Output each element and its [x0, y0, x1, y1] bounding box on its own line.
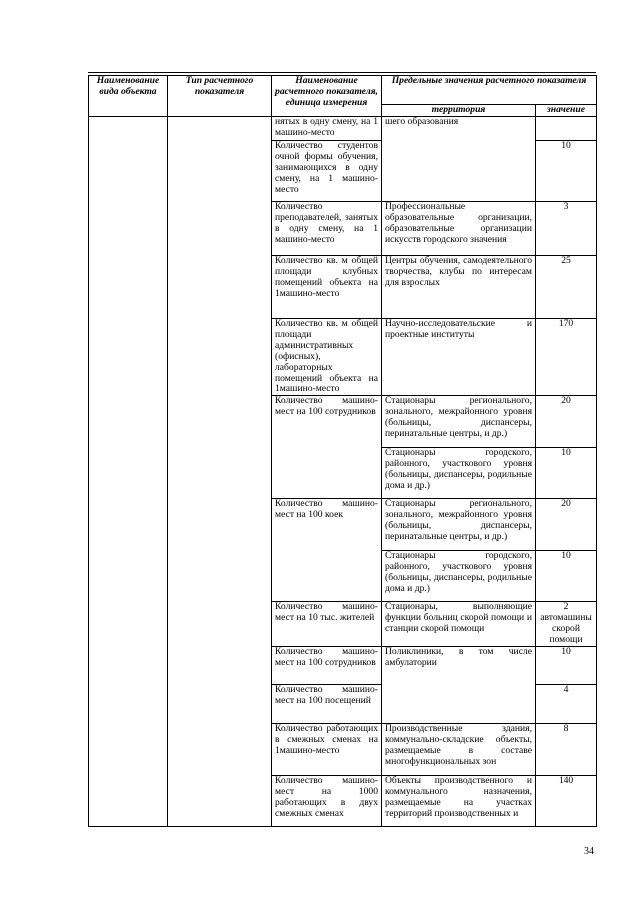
- top-rule: [88, 72, 596, 73]
- indicator-cell: Количество работающих в смежных сменах на 1машино-место: [272, 723, 382, 775]
- value-cell: 2 автомашины скорой помощи: [536, 602, 597, 647]
- territory-cell: Профессиональные образовательные организации, образовательные организации искусств городского значения: [382, 202, 536, 256]
- indicator-cell: Количество машино-мест на 100 сотрудников: [272, 396, 382, 499]
- value-cell: 8: [536, 723, 597, 775]
- value-cell: 170: [536, 319, 597, 396]
- territory-cell: Производственные здания, коммунально-складские объекты, размещаемые в составе многофункциональных зон: [382, 723, 536, 775]
- value-cell: 3: [536, 202, 597, 256]
- header-value: значение: [536, 105, 597, 117]
- header-territory: территория: [382, 105, 536, 117]
- value-cell: 10: [536, 141, 597, 202]
- indicator-type-cell: [168, 117, 272, 827]
- territory-cell: шего образования: [382, 117, 536, 202]
- value-cell: 25: [536, 256, 597, 319]
- parking-norms-table: [88, 75, 597, 827]
- territory-cell: Центры обучения, самодеятельного творчества, клубы по интересам для взрослых: [382, 256, 536, 319]
- page-number: 34: [584, 846, 594, 857]
- indicator-cell: Количество машино-мест на 100 коек: [272, 499, 382, 602]
- value-cell: 20: [536, 396, 597, 448]
- indicator-cell: Количество машино-мест на 1000 работающих в двух смежных сменах: [272, 775, 382, 826]
- value-cell: 10: [536, 551, 597, 602]
- territory-cell: Стационары регионального, зонального, межрайонного уровня (больницы, диспансеры, перинатальные центры, и др.): [382, 396, 536, 448]
- indicator-cell: Количество кв. м общей площади административных (офисных), лабораторных помещений объекта на 1машино-место: [272, 319, 382, 396]
- indicator-cell: Количество преподавателей, занятых в одну смену, на 1 машино-место: [272, 202, 382, 256]
- indicator-cell: нятых в одну смену, на 1 машино-место: [272, 117, 382, 141]
- value-cell: 10: [536, 646, 597, 684]
- value-cell: 10: [536, 448, 597, 499]
- territory-cell: Стационары регионального, зонального, межрайонного уровня (больницы, диспансеры, перинатальные центры, и др.): [382, 499, 536, 551]
- indicator-cell: Количество машино-мест на 100 сотрудников: [272, 646, 382, 684]
- object-type-cell: [89, 117, 168, 827]
- indicator-cell: Количество студентов очной формы обучения, занимающихся в одну смену, на 1 машино-место: [272, 141, 382, 202]
- territory-cell: Поликлиники, в том числе амбулатории: [382, 646, 536, 723]
- header-indicator-name: Наименование расчетного показателя, единица измерения: [272, 76, 382, 117]
- indicator-cell: Количество машино-мест на 100 посещений: [272, 684, 382, 723]
- territory-cell: Стационары городского, районного, участкового уровня (больницы, диспансеры, родильные дома и др.): [382, 551, 536, 602]
- value-cell: 20: [536, 499, 597, 551]
- territory-cell: Стационары городского, районного, участкового уровня (больницы, диспансеры, родильные дома и др.): [382, 448, 536, 499]
- header-limit-values: Предельные значения расчетного показателя: [382, 76, 597, 105]
- indicator-cell: Количество машино-мест на 10 тыс. жителей: [272, 602, 382, 647]
- header-indicator-type: Тип расчетного показателя: [168, 76, 272, 117]
- header-object-type: Наименование вида объекта: [89, 76, 168, 117]
- territory-cell: Научно-исследовательские и проектные институты: [382, 319, 536, 396]
- indicator-cell: Количество кв. м общей площади клубных помещений объекта на 1машино-место: [272, 256, 382, 319]
- territory-cell: Объекты производственного и коммунального назначения, размещаемые на участках территорий производственных и: [382, 775, 536, 826]
- value-cell: [536, 117, 597, 141]
- value-cell: 140: [536, 775, 597, 826]
- value-cell: 4: [536, 684, 597, 723]
- territory-cell: Стационары, выполняющие функции больниц скорой помощи и станции скорой помощи: [382, 602, 536, 647]
